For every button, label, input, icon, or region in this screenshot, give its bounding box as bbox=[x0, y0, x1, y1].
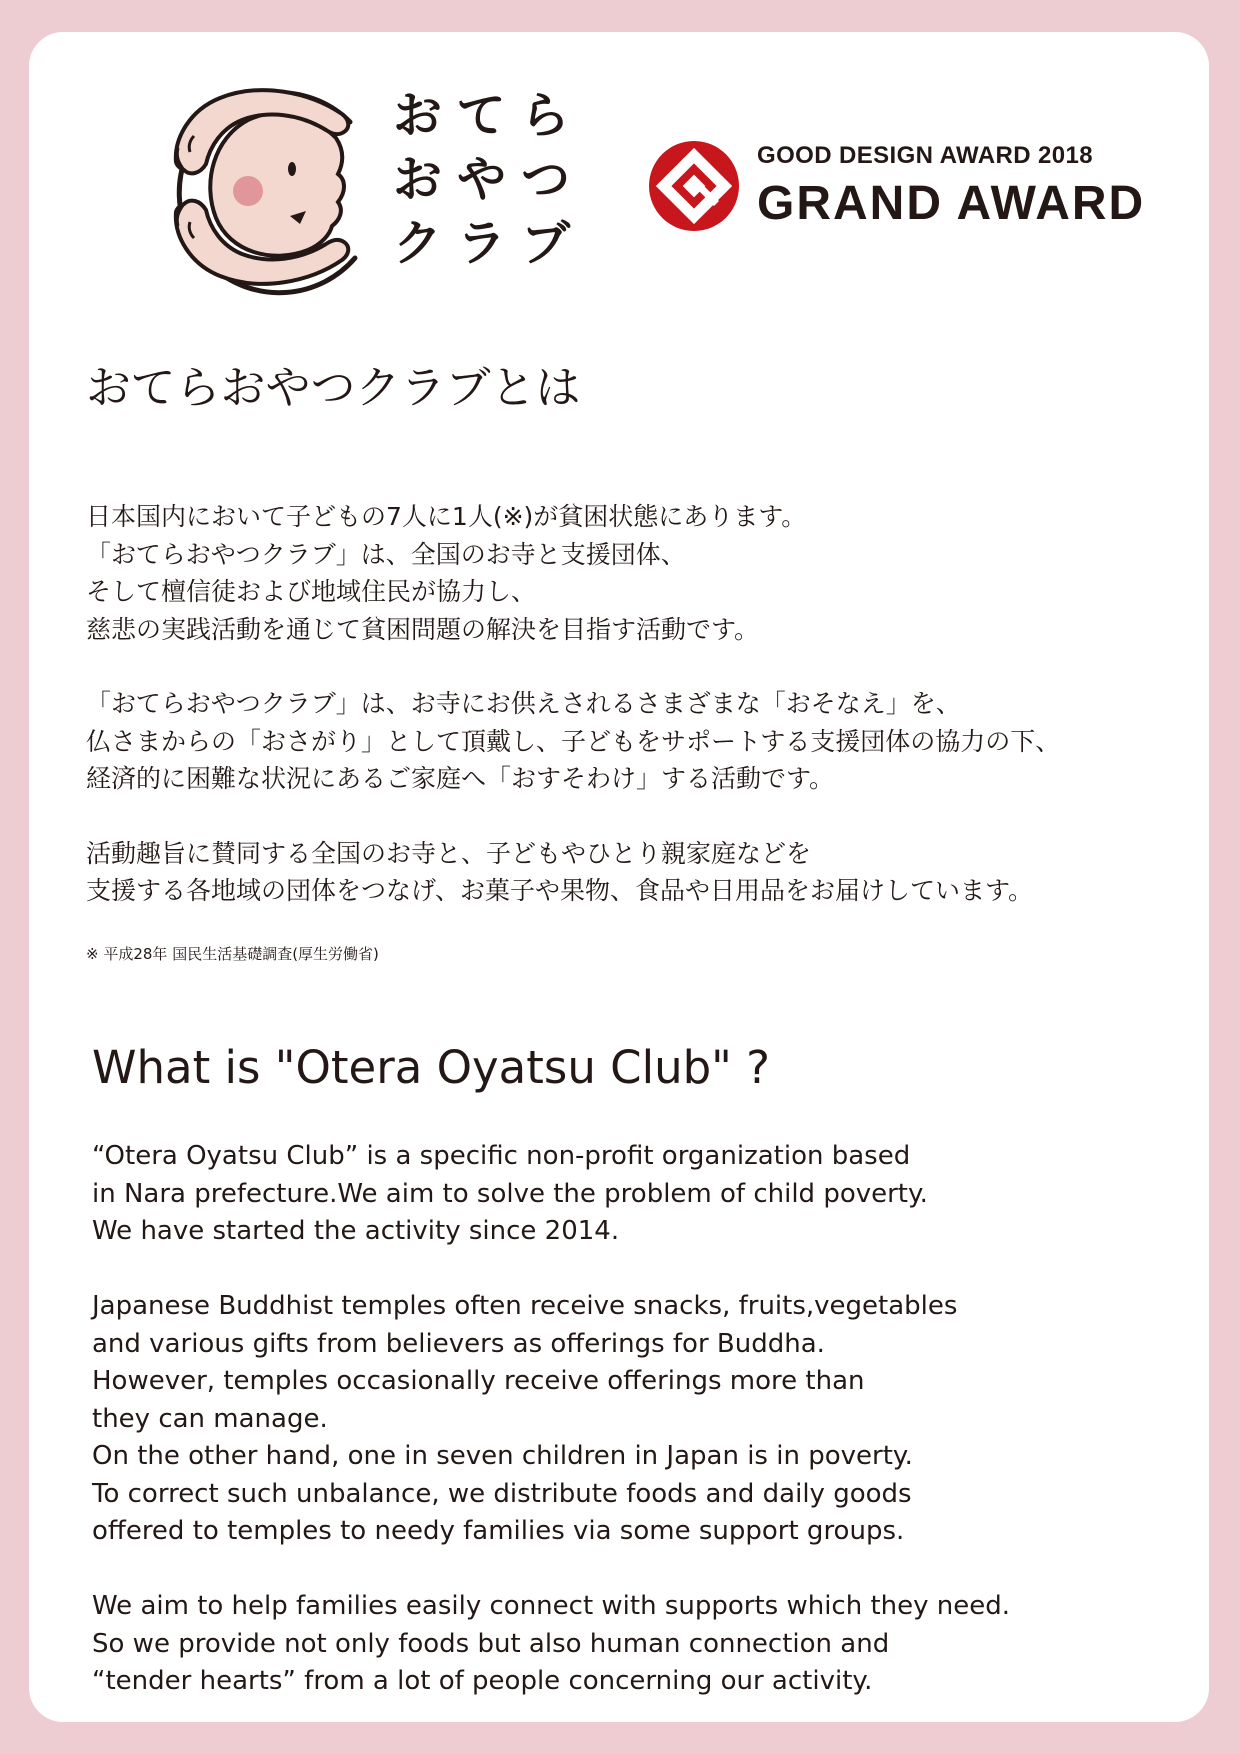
award-subtitle: GOOD DESIGN AWARD 2018 bbox=[757, 142, 1093, 169]
english-paragraph bbox=[92, 1588, 1202, 1701]
smiling-child-face-between-hands-icon bbox=[150, 70, 384, 304]
text-line: On the other hand, one in seven children in Japan is in poverty. bbox=[92, 1441, 913, 1471]
content-card bbox=[29, 32, 1209, 1722]
text-line: offered to temples to needy families via some support groups. bbox=[92, 1516, 905, 1546]
text-line: in Nara prefecture.We aim to solve the problem of child poverty. bbox=[92, 1178, 928, 1209]
text-line: they can manage. bbox=[92, 1403, 328, 1434]
japanese-body bbox=[86, 498, 1196, 947]
text-line: 「おてらおやつクラブ」は、全国のお寺と支援団体、 bbox=[86, 539, 686, 569]
text-line: 支援する各地域の団体をつなげ、お菓子や果物、食品や日用品をお届けしています。 bbox=[86, 876, 1034, 905]
text-line: 活動趣旨に賛同する全国のお寺と、子どもやひとり親家庭などを bbox=[86, 838, 812, 868]
text-line: To correct such unbalance, we distribute foods and daily goods bbox=[92, 1478, 912, 1509]
english-paragraph bbox=[92, 1138, 1202, 1251]
text-line: We aim to help families easily connect with supports which they need. bbox=[92, 1591, 1011, 1621]
logo-line: クラブ bbox=[393, 215, 586, 272]
logo-wordmark bbox=[393, 84, 585, 276]
english-body bbox=[92, 1138, 1202, 1738]
text-line: そして檀信徒および地域住民が協力し、 bbox=[86, 577, 537, 606]
japanese-paragraph bbox=[86, 835, 1196, 910]
footnote: ※ 平成28年 国民生活基礎調査(厚生労働省) bbox=[86, 945, 379, 963]
text-line: 慈悲の実践活動を通じて貧困問題の解決を目指す活動です。 bbox=[86, 614, 760, 644]
logo-line: おやつ bbox=[393, 151, 586, 208]
good-design-g-mark-icon bbox=[648, 140, 740, 232]
text-line: and various gifts from believers as offerings for Buddha. bbox=[92, 1328, 825, 1359]
japanese-paragraph bbox=[86, 498, 1196, 648]
good-design-award-badge bbox=[648, 137, 1146, 237]
text-line: Japanese Buddhist temples often receive snacks, fruits,vegetables bbox=[92, 1291, 958, 1321]
text-line: 仏さまからの「おさがり」として頂戴し、子どもをサポートする支援団体の協力の下、 bbox=[86, 726, 1061, 756]
japanese-section-title: おてらおやつクラブとは bbox=[86, 361, 581, 414]
english-paragraph bbox=[92, 1288, 1202, 1551]
text-line: We have started the activity since 2014. bbox=[92, 1216, 620, 1246]
text-line: However, temples occasionally receive offerings more than bbox=[92, 1366, 865, 1396]
text-line: So we provide not only foods but also human connection and bbox=[92, 1628, 890, 1659]
text-line: 日本国内において子どもの7人に1人(※)が貧困状態にあります。 bbox=[86, 502, 807, 531]
japanese-paragraph bbox=[86, 685, 1196, 798]
text-line: “tender hearts” from a lot of people concerning our activity. bbox=[92, 1666, 873, 1696]
english-section-title: What is "Otera Oyatsu Club" ? bbox=[92, 1041, 771, 1094]
text-line: 「おてらおやつクラブ」は、お寺にお供えされるさまざまな「おそなえ」を、 bbox=[86, 689, 961, 718]
award-title: GRAND AWARD bbox=[757, 177, 1146, 230]
text-line: “Otera Oyatsu Club” is a specific non-profit organization based bbox=[92, 1141, 911, 1171]
text-line: 経済的に困難な状況にあるご家庭へ「おすそわけ」する活動です。 bbox=[86, 764, 835, 793]
logo-line: おてら bbox=[393, 87, 585, 144]
